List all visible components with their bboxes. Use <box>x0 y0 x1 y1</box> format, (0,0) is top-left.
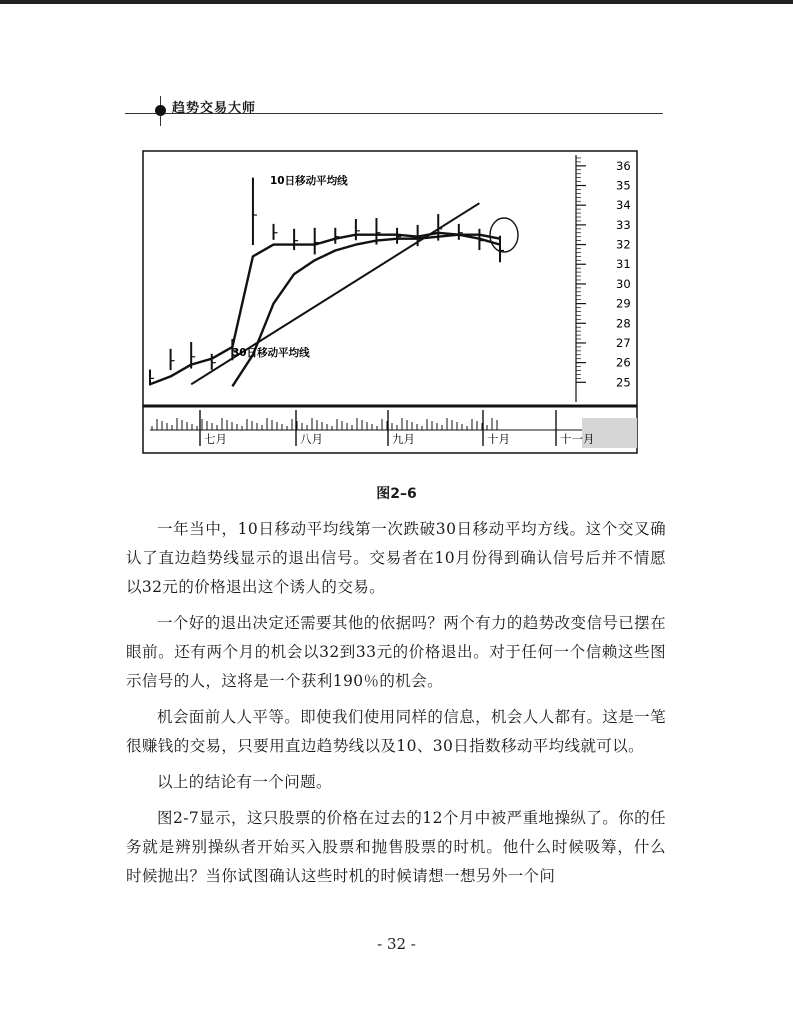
stock-chart-figure <box>142 150 638 454</box>
figure-caption: 图2–6 <box>376 486 417 502</box>
month-label: 十月 <box>487 432 510 446</box>
ma10-label: 10日移动平均线 <box>270 175 348 187</box>
header-bullet-icon <box>155 105 166 116</box>
y-tick-label: 29 <box>616 296 631 311</box>
y-tick-label: 27 <box>616 335 631 350</box>
paragraph: 以上的结论有一个问题。 <box>157 773 332 791</box>
y-tick-label: 33 <box>616 217 631 232</box>
month-label: 七月 <box>204 432 227 446</box>
top-border-rule <box>0 0 793 4</box>
y-tick-label: 26 <box>616 355 631 370</box>
y-tick-label: 31 <box>616 257 631 272</box>
running-header <box>125 96 663 126</box>
paragraph: 机会面前人人平等。即使我们使用同样的信息，机会人人都有。这是一笔很赚钱的交易，只要用直边趋势线以及10、30日指数移动平均线就可以。 <box>126 708 666 755</box>
y-tick-label: 32 <box>616 237 631 252</box>
body-text <box>126 515 666 898</box>
y-tick-label: 28 <box>616 316 631 331</box>
paragraph: 一年当中，10日移动平均线第一次跌破30日移动平均方线。这个交叉确认了直边趋势线显示的退出信号。交易者在10月份得到确认信号后并不情愿以32元的价格退出这个诱人的交易。 <box>126 520 666 596</box>
month-label: 八月 <box>300 432 323 446</box>
page-number: - 32 - <box>377 935 416 953</box>
y-tick-label: 36 <box>616 158 631 173</box>
y-tick-label: 30 <box>616 276 631 291</box>
price-chart <box>142 150 638 454</box>
chart-frame <box>143 151 637 453</box>
y-tick-label: 35 <box>616 178 631 193</box>
paragraph: 图2-7显示，这只股票的价格在过去的12个月中被严重地操纵了。你的任务就是辨别操纵者开始买入股票和抛售股票的时机。他什么时候吸筹，什么时候抛出？当你试图确认这些时机的时候请想一想另外一个问 <box>126 809 666 885</box>
paragraph: 一个好的退出决定还需要其他的依据吗？两个有力的趋势改变信号已摆在眼前。还有两个月的机会以32到33元的价格退出。对于任何一个信赖这些图示信号的人，这将是一个获利190％的机会。 <box>126 614 666 690</box>
y-tick-label: 25 <box>616 375 631 390</box>
book-title: 趋势交易大师 <box>172 101 257 116</box>
month-label: 九月 <box>392 432 415 446</box>
y-tick-label: 34 <box>616 198 631 213</box>
month-label: 十一月 <box>560 432 595 446</box>
ma30-label: 30日移动平均线 <box>232 347 310 359</box>
